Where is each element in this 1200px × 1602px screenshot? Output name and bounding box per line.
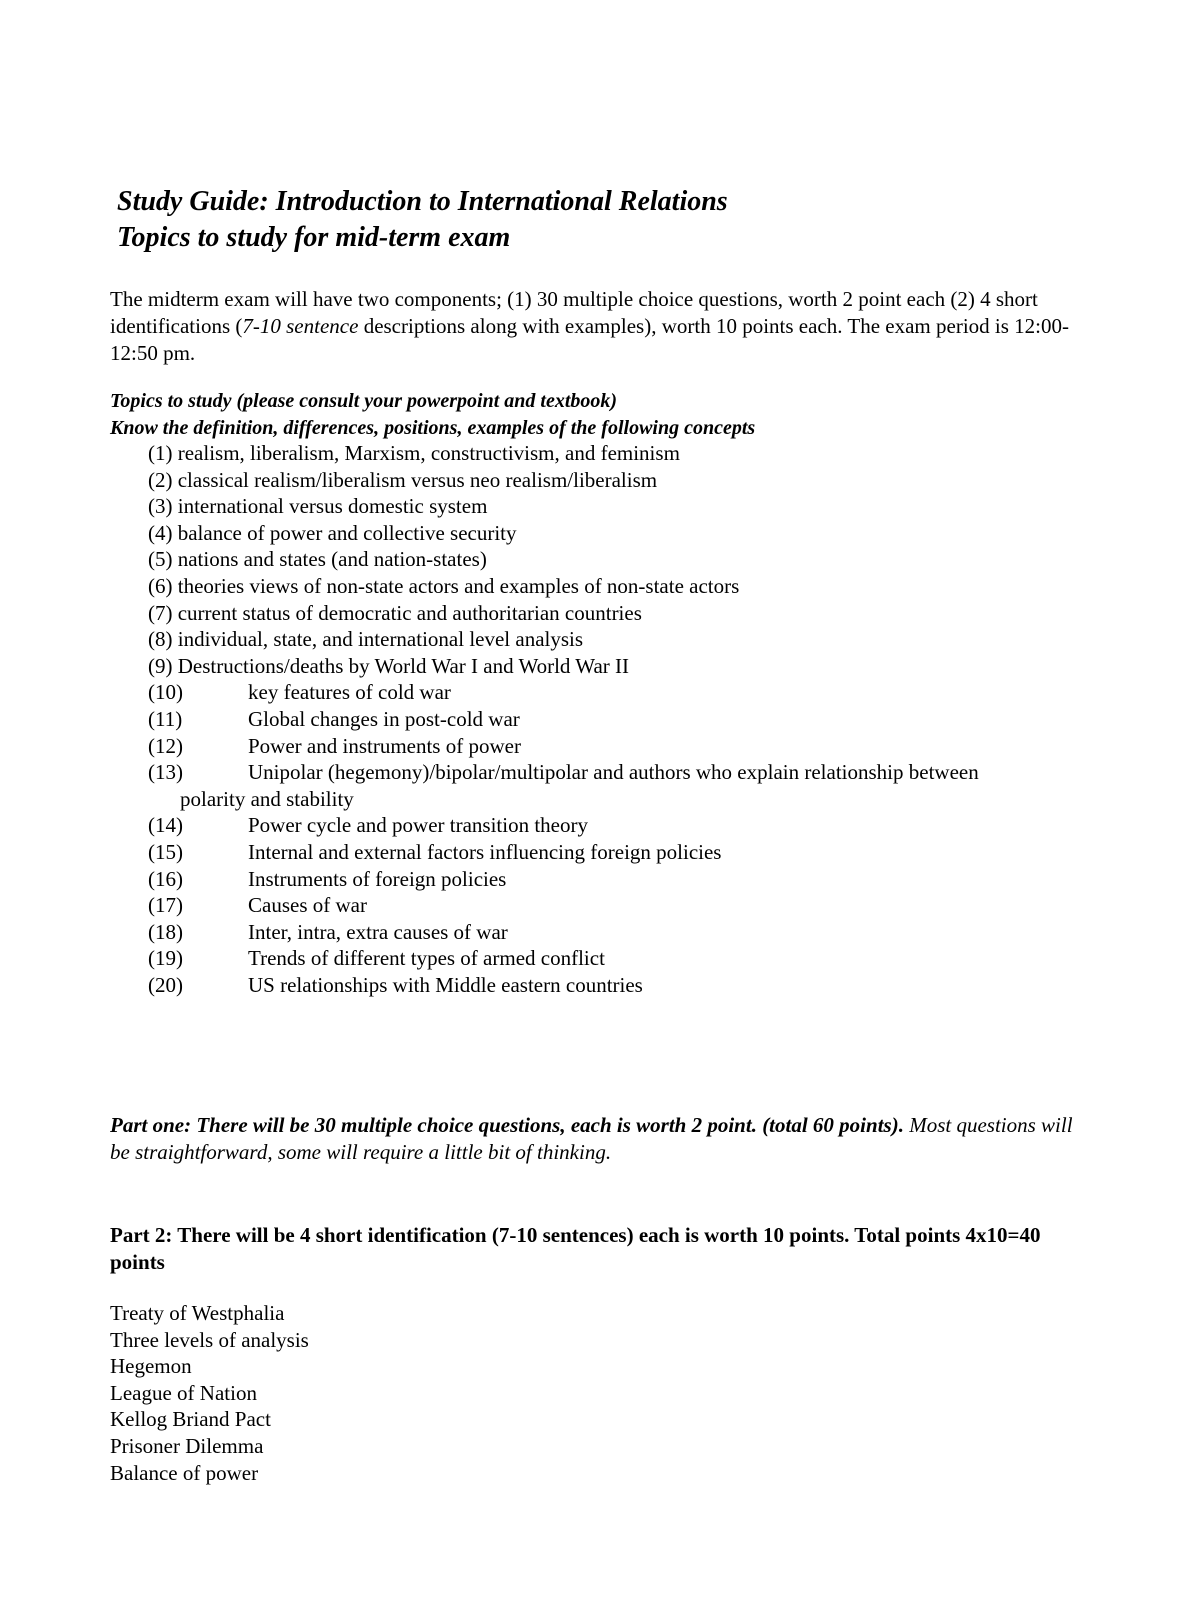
title-line-2: Topics to study for mid-term exam	[117, 222, 511, 253]
list-item: (3) international versus domestic system	[148, 494, 488, 519]
list-item-text: Unipolar (hegemony)/bipolar/multipolar and authors who explain relationship between	[248, 760, 979, 785]
list-item-number: (11)	[148, 706, 183, 731]
list-item: (2) classical realism/liberalism versus neo realism/liberalism	[148, 467, 658, 492]
intro-text-2: descriptions along with examples), worth 10 points each. The exam period is 12:00-12:50 pm.	[110, 314, 1069, 365]
title-line-1: Study Guide: Introduction to International Relations	[117, 186, 728, 217]
list-item	[148, 919, 1068, 946]
list-item-text: Power and instruments of power	[248, 733, 521, 758]
list-item-number: (20)	[148, 972, 183, 997]
part-one-rest: Most questions will be straightforward, some will require a little bit of thinking.	[110, 1113, 1073, 1164]
list-item: League of Nation	[110, 1380, 257, 1405]
list-item-text: Internal and external factors influencing foreign policies	[248, 839, 722, 864]
list-item: Kellog Briand Pact	[110, 1407, 271, 1432]
list-item-continuation: polarity and stability	[180, 786, 354, 811]
list-item-text: Inter, intra, extra causes of war	[248, 919, 508, 944]
list-item-text: Power cycle and power transition theory	[248, 813, 588, 838]
list-item-number: (14)	[148, 813, 183, 838]
list-item-number: (18)	[148, 919, 183, 944]
list-item-number: (13)	[148, 760, 183, 785]
list-item: Balance of power	[110, 1460, 259, 1485]
list-item-number: (19)	[148, 946, 183, 971]
list-item: (9) Destructions/deaths by World War I and World War II	[148, 653, 629, 678]
list-item	[148, 866, 1068, 893]
intro-paragraph	[110, 286, 1100, 367]
list-item-number: (10)	[148, 680, 183, 705]
list-item-text: Trends of different types of armed conflict	[248, 946, 605, 971]
list-item-number: (12)	[148, 733, 183, 758]
part-one-paragraph	[110, 1112, 1090, 1166]
document-title	[117, 184, 728, 256]
list-item: Three levels of analysis	[110, 1327, 309, 1352]
list-item-text: Global changes in post-cold war	[248, 706, 520, 731]
list-item: Treaty of Westphalia	[110, 1301, 285, 1325]
list-item	[148, 945, 1068, 972]
topics-list	[148, 440, 1068, 998]
list-item-number: (17)	[148, 893, 183, 918]
list-item	[148, 812, 1068, 839]
part-two-paragraph: Part 2: There will be 4 short identification (7-10 sentences) each is worth 10 points. Total points 4x10=40 points	[110, 1223, 1041, 1274]
list-item: (1) realism, liberalism, Marxism, constructivism, and feminism	[148, 441, 680, 465]
list-item: (5) nations and states (and nation-states)	[148, 547, 487, 572]
list-item-number: (16)	[148, 866, 183, 891]
list-item-number: (15)	[148, 839, 183, 864]
list-item	[148, 679, 1068, 706]
topics-heading	[110, 388, 755, 442]
list-item	[148, 733, 1068, 760]
list-item: (6) theories views of non-state actors and examples of non-state actors	[148, 573, 740, 598]
topics-heading-1: Topics to study (please consult your powerpoint and textbook)	[110, 390, 618, 412]
list-item	[148, 839, 1068, 866]
list-item: (4) balance of power and collective security	[148, 520, 517, 545]
intro-italic: 7-10 sentence	[242, 314, 359, 338]
list-item: (8) individual, state, and international level analysis	[148, 627, 584, 652]
list-item: Hegemon	[110, 1354, 192, 1379]
list-item	[148, 759, 1068, 786]
list-item: (7) current status of democratic and authoritarian countries	[148, 600, 642, 625]
intro-text-1: The midterm exam will have two components; (1) 30 multiple choice questions, worth 2 point each (2) 4 short identifications (	[110, 287, 1038, 338]
list-item-text: Instruments of foreign policies	[248, 866, 507, 891]
list-item-text: US relationships with Middle eastern countries	[248, 972, 643, 997]
list-item-text: Causes of war	[248, 893, 367, 918]
topics-heading-2: Know the definition, differences, positions, examples of the following concepts	[110, 417, 756, 439]
list-item-text: key features of cold war	[248, 680, 451, 705]
list-item	[148, 892, 1068, 919]
list-item: Prisoner Dilemma	[110, 1433, 264, 1458]
list-item	[148, 706, 1068, 733]
identifications-list	[110, 1300, 309, 1486]
list-item	[148, 972, 1068, 999]
part-one-bold: Part one: There will be 30 multiple choice questions, each is worth 2 point. (total 60 points).	[110, 1113, 904, 1137]
